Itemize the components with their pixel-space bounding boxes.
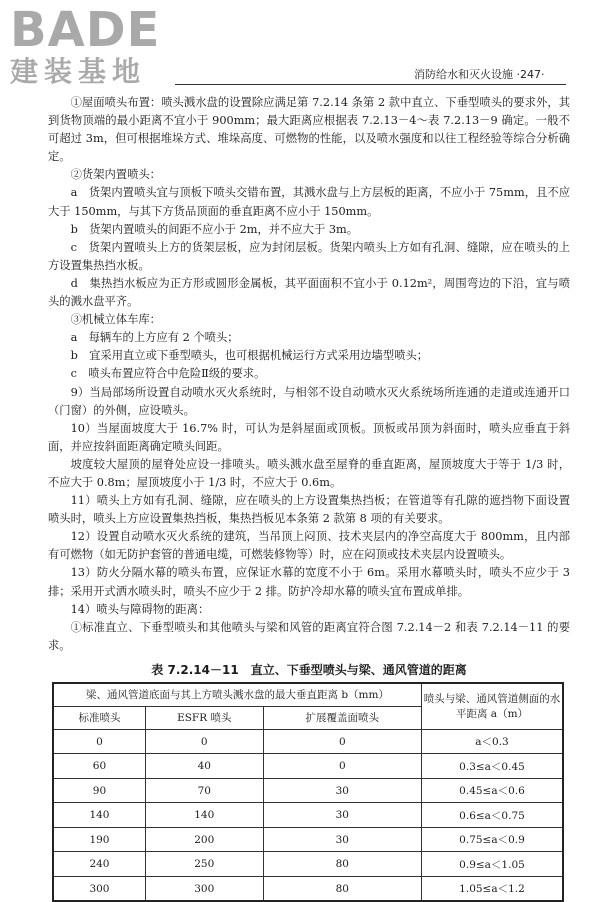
table-cell: 70 <box>145 778 263 803</box>
table-cell: 80 <box>263 876 421 901</box>
table-cell: 190 <box>53 827 145 852</box>
group-header: 梁、通风管道底面与其上方喷头溅水盘的最大垂直距离 b（mm） <box>53 683 422 707</box>
watermark-brand: BADE <box>10 2 161 58</box>
column-header: 标准喷头 <box>53 706 145 729</box>
column-header: 扩展覆盖面喷头 <box>263 706 421 729</box>
paragraph: ①标准直立、下垂型喷头和其他喷头与梁和风管的距离宜符合图 7.2.14－2 和表 7.2.14－11 的要求。 <box>48 620 570 652</box>
table-cell: 0.75≤a＜0.9 <box>422 827 564 852</box>
table-cell: 60 <box>53 754 145 779</box>
page-content <box>48 94 570 902</box>
data-table <box>52 682 564 902</box>
table-cell: 40 <box>145 754 263 779</box>
paragraph: 11）喷头上方如有孔洞、缝隙，应在喷头的上方设置集热挡板；在管道等有孔隙的遮挡物下面设置喷头时，喷头上方应设置集热挡板，集热挡板见本条第 2 款第 8 项的有关要求。 <box>48 494 570 526</box>
table-cell: 140 <box>145 803 263 828</box>
table-cell: 0 <box>263 754 421 779</box>
table-row <box>53 852 563 877</box>
table-cell: 0.3≤a＜0.45 <box>422 754 564 779</box>
paragraph: 坡度较大屋顶的屋脊处应设一排喷头。喷头溅水盘至屋脊的垂直距离，屋顶坡度大于等于 1/3 时，不应大于 0.8m；屋顶坡度小于 1/3 时，不应大于 0.6m。 <box>48 457 570 489</box>
paragraph: ①屋面喷头布置：喷头溅水盘的设置除应满足第 7.2.14 条第 2 款中直立、下垂型喷头的要求外，其到货物顶端的最小距离不宜小于 900mm；最大距离应根据表 7.2.13－4～表 7.2.13－9 确定。一般不可超过 3m，但可根据堆垛方式、堆垛高度、可燃物的性能，以及喷水强度和以往工程经验等综合分析确定。 <box>48 96 570 164</box>
table-cell: 140 <box>53 803 145 828</box>
watermark-subtitle: 建装基地 <box>10 55 147 88</box>
table-row <box>53 827 563 852</box>
table-cell: 300 <box>53 876 145 901</box>
paragraph: b 宜采用直立或下垂型喷头，也可根据机械运行方式采用边墙型喷头； <box>70 349 429 363</box>
running-head: 消防给水和灭火设施 ·247· <box>414 68 545 81</box>
table-cell: a＜0.3 <box>422 729 564 754</box>
table-row <box>53 729 563 754</box>
paragraph: c 货架内置喷头上方的货架层板，应为封闭层板。货架内喷头上方如有孔洞、缝隙，应在喷头的上方设置集热挡水板。 <box>48 240 570 272</box>
table-cell: 0 <box>145 729 263 754</box>
paragraph: a 货架内置喷头宜与顶板下喷头交错布置，其溅水盘与上方层板的距离，不应小于 75mm，且不应大于 150mm，与其下方货品顶面的垂直距离不应小于 150mm。 <box>48 186 570 218</box>
table-cell: 0.45≤a＜0.6 <box>422 778 564 803</box>
table-cell: 1.05≤a＜1.2 <box>422 876 564 901</box>
paragraph: a 每辆车的上方应有 2 个喷头； <box>70 331 239 345</box>
table-cell: 30 <box>263 803 421 828</box>
paragraph: 10）当屋面坡度大于 16.7% 时，可认为是斜屋面或顶板。顶板或吊顶为斜面时，喷头应垂直于斜面，并应按斜面距离确定喷头间距。 <box>48 421 570 453</box>
watermark-logo <box>10 2 161 88</box>
paragraph: 9）当局部场所设置自动喷水灭火系统时，与相邻不设自动喷水灭火系统场所连通的走道或连通开口（门窗）的外侧，应设喷头。 <box>48 385 570 417</box>
table-cell: 300 <box>145 876 263 901</box>
table-cell: 80 <box>263 852 421 877</box>
paragraph: ③机械立体车库： <box>70 313 161 327</box>
table-cell: 0 <box>263 729 421 754</box>
table-cell: 0 <box>53 729 145 754</box>
table-cell: 90 <box>53 778 145 803</box>
table-cell: 240 <box>53 852 145 877</box>
side-header: 喷头与梁、通风管道侧面的水平距离 a（m） <box>422 683 564 730</box>
table-header-row <box>53 683 563 707</box>
paragraph: 14）喷头与障碍物的距离： <box>70 602 210 616</box>
table-cell: 30 <box>263 778 421 803</box>
paragraph: 13）防火分隔水幕的喷头布置，应保证水幕的宽度不小于 6m。采用水幕喷头时，喷头不应少于 3 排；采用开式洒水喷头时，喷头不应少于 2 排。防护冷却水幕的喷头宜布置成单排。 <box>48 566 570 598</box>
table-row <box>53 876 563 901</box>
table-cell: 30 <box>263 827 421 852</box>
table-cell: 200 <box>145 827 263 852</box>
table-cell: 0.6≤a＜0.75 <box>422 803 564 828</box>
column-header: ESFR 喷头 <box>145 706 263 729</box>
paragraph: b 货架内置喷头的间距不应小于 2m，并不应大于 3m。 <box>70 222 359 236</box>
table-row <box>53 754 563 779</box>
table-title: 表 7.2.14－11 直立、下垂型喷头与梁、通风管道的距离 <box>151 662 467 677</box>
table-cell: 0.9≤a＜1.05 <box>422 852 564 877</box>
paragraph: c 喷头布置应符合中危险Ⅱ级的要求。 <box>70 367 266 381</box>
paragraph: d 集热挡水板应为正方形或圆形金属板，其平面面积不宜小于 0.12m²，周围弯边的下沿，宜与喷头的溅水盘平齐。 <box>48 276 570 309</box>
table-row <box>53 778 563 803</box>
table-row <box>53 803 563 828</box>
paragraph: ②货架内置喷头： <box>70 168 161 182</box>
paragraph: 12）设置自动喷水灭火系统的建筑，当吊顶上闷顶、技术夹层内的净空高度大于 800mm，且内部有可燃物（如无防护套管的普通电缆，可燃装修物等）时，应在闷顶或技术夹层内设置喷头。 <box>48 530 570 562</box>
header-rule <box>175 84 566 85</box>
table-cell: 250 <box>145 852 263 877</box>
